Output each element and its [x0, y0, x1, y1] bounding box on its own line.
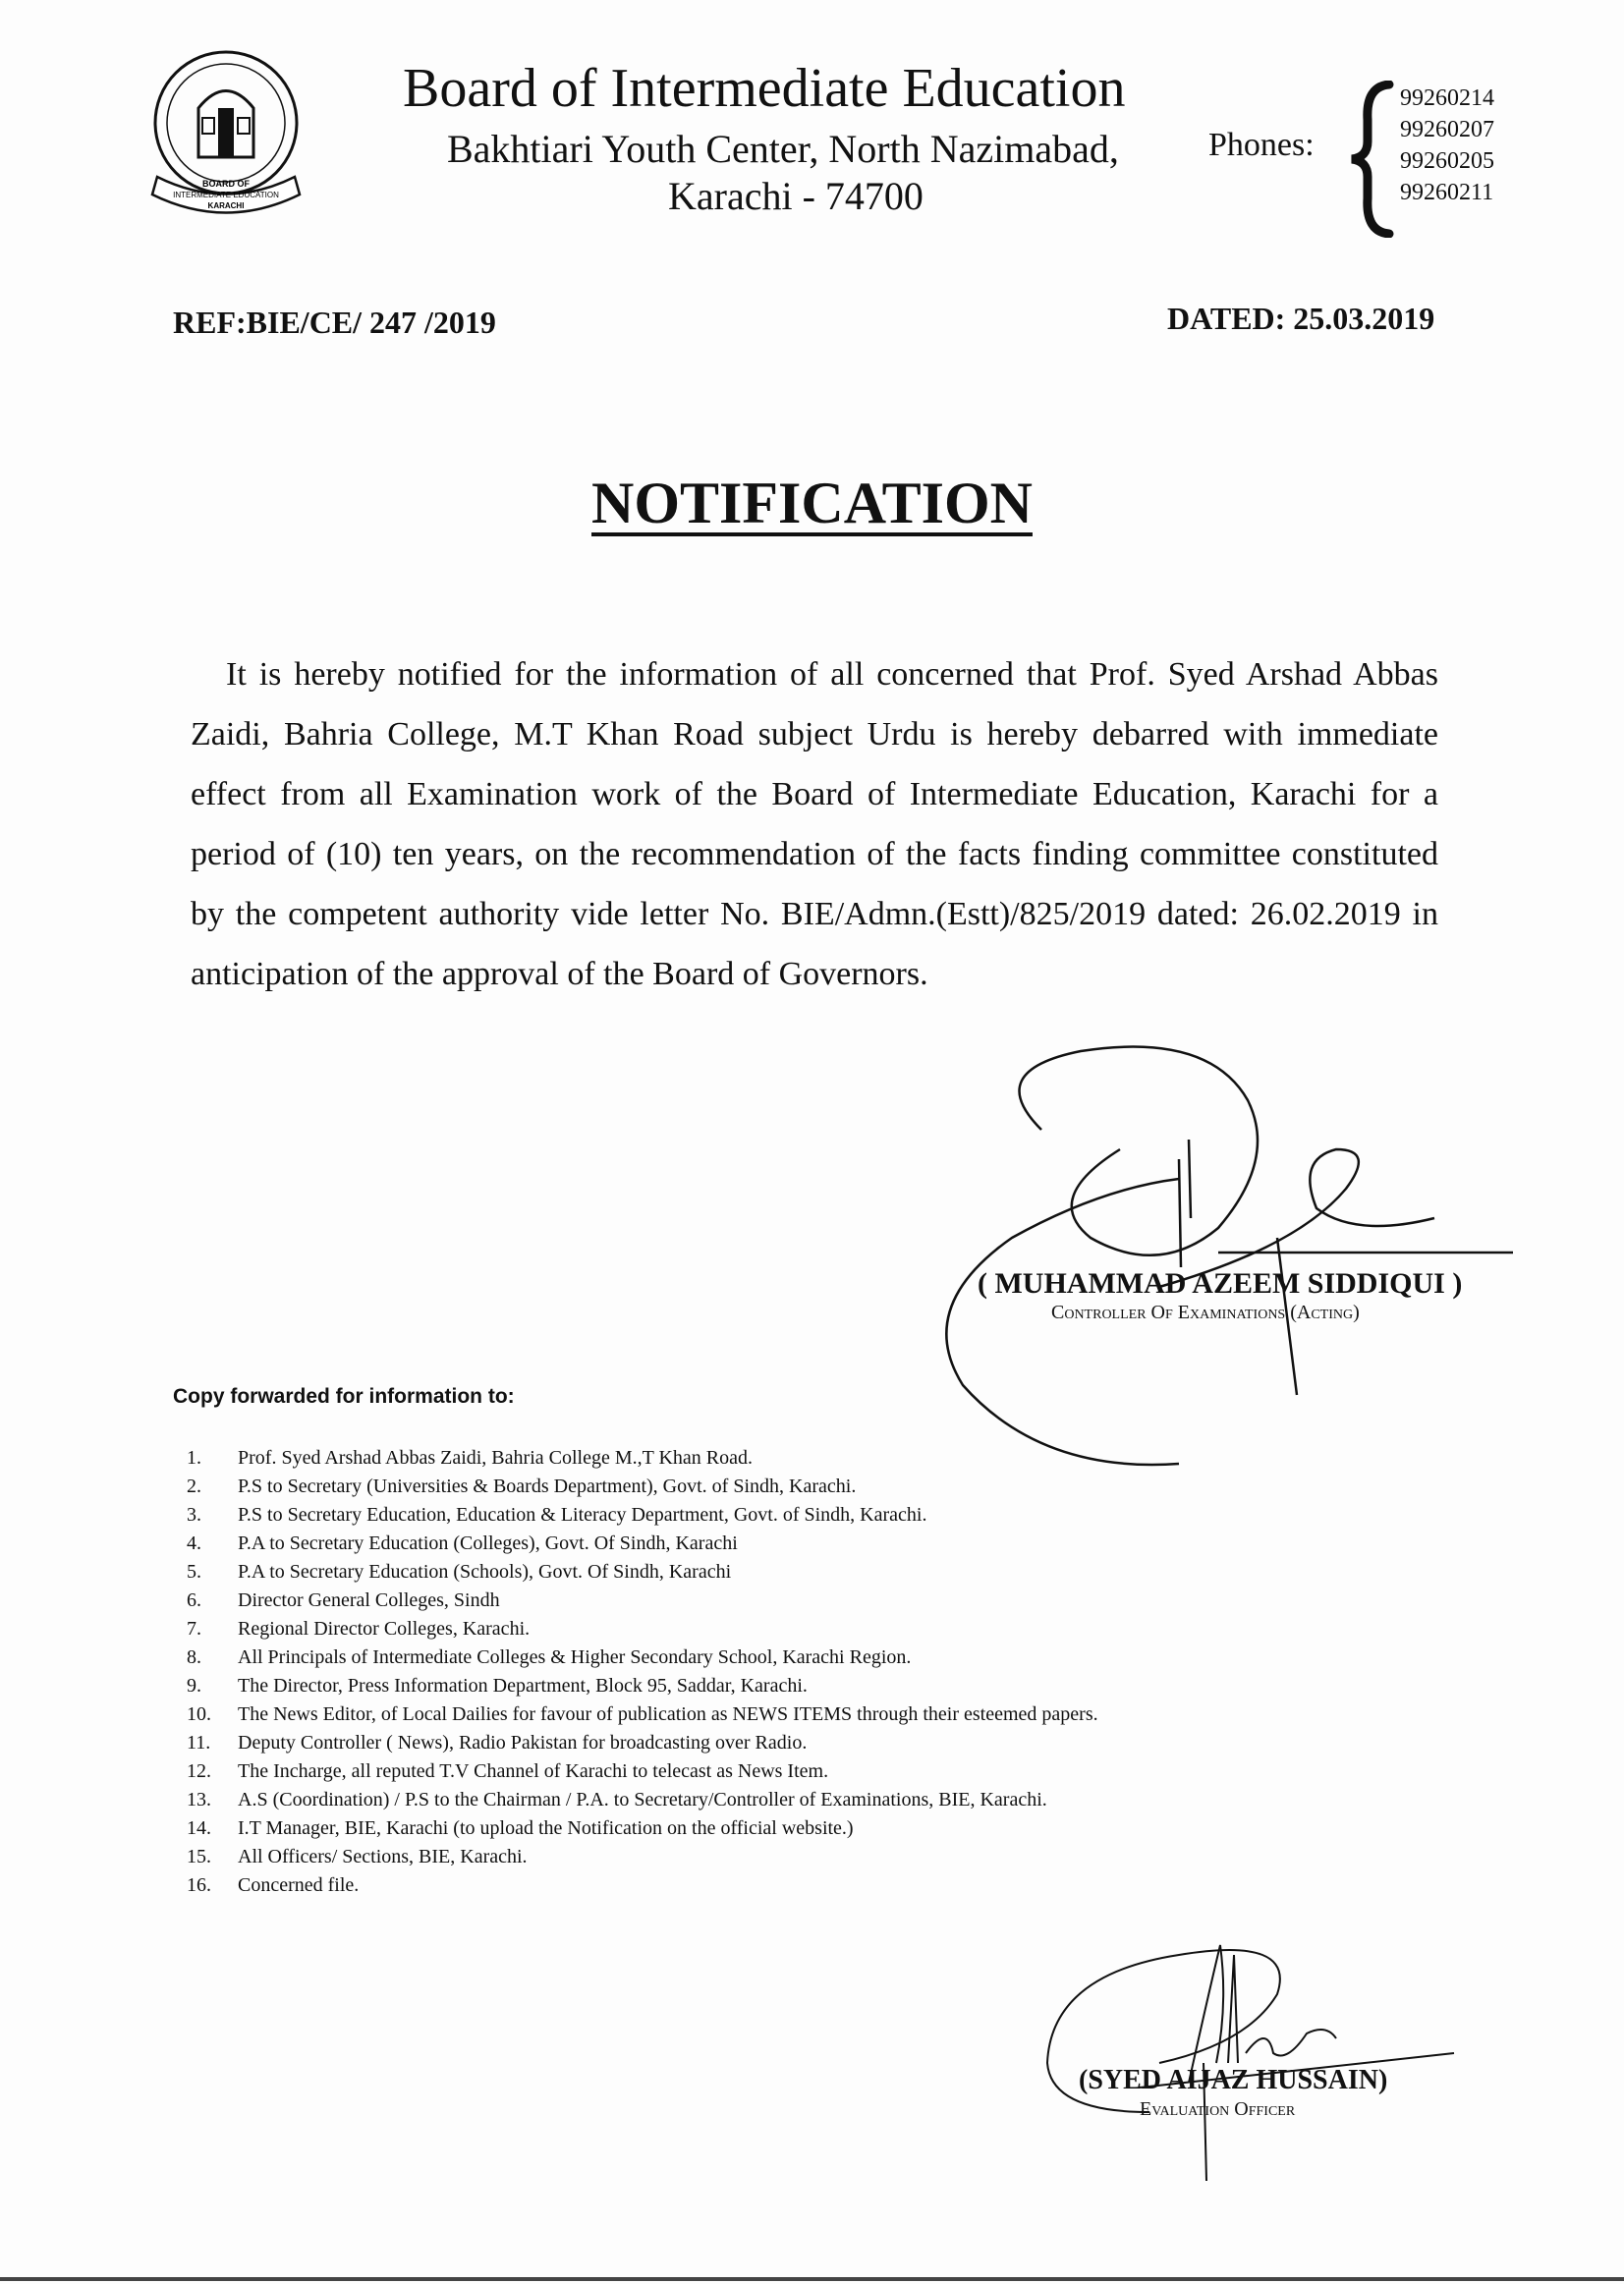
list-item-number: 2. — [187, 1476, 201, 1497]
brace-icon — [1346, 81, 1395, 238]
page-title-text: NOTIFICATION — [591, 471, 1033, 535]
signatory-2-title: Evaluation Officer — [1140, 2098, 1296, 2120]
list-item — [187, 1757, 1098, 1786]
list-item-text: Prof. Syed Arshad Abbas Zaidi, Bahria College M.,T Khan Road. — [238, 1447, 754, 1469]
phones-label: Phones: — [1208, 127, 1315, 163]
list-item-text: I.T Manager, BIE, Karachi (to upload the Notification on the official website.) — [238, 1817, 854, 1839]
list-item-number: 15. — [187, 1846, 211, 1867]
phone-number: 99260205 — [1400, 148, 1494, 174]
logo-text-top: BOARD OF — [202, 179, 250, 189]
list-item — [187, 1700, 1098, 1729]
list-item-text: The News Editor, of Local Dailies for favour of publication as NEWS ITEMS through their esteemed papers. — [238, 1703, 1098, 1725]
list-item-number: 7. — [187, 1618, 201, 1640]
list-item — [187, 1530, 1098, 1558]
list-item-number: 5. — [187, 1561, 201, 1583]
board-logo-seal — [138, 39, 314, 226]
signature-evaluation-officer — [1041, 1916, 1474, 2181]
list-item-number: 6. — [187, 1589, 201, 1611]
copy-forwarded-heading: Copy forwarded for information to: — [173, 1385, 515, 1408]
list-item-text: The Incharge, all reputed T.V Channel of Karachi to telecast as News Item. — [238, 1760, 829, 1782]
list-item — [187, 1729, 1098, 1757]
list-item-number: 13. — [187, 1789, 211, 1810]
list-item-number: 11. — [187, 1732, 211, 1754]
date: DATED: 25.03.2019 — [1167, 301, 1435, 336]
signatory-2-name: (SYED AIJAZ HUSSAIN) — [1079, 2065, 1388, 2095]
list-item-text: P.A to Secretary Education (Schools), Govt. Of Sindh, Karachi — [238, 1561, 732, 1583]
list-item-number: 3. — [187, 1504, 201, 1526]
signatory-1-name: ( MUHAMMAD AZEEM SIDDIQUI ) — [978, 1267, 1463, 1300]
list-item — [187, 1558, 1098, 1587]
logo-text-mid: INTERMEDIATE EDUCATION — [173, 191, 279, 199]
list-item-number: 12. — [187, 1760, 211, 1782]
list-item — [187, 1871, 1098, 1900]
reference-number: REF:BIE/CE/ 247 /2019 — [173, 305, 496, 340]
phone-number: 99260211 — [1400, 180, 1494, 205]
list-item — [187, 1786, 1098, 1814]
signature-controller — [924, 1041, 1533, 1474]
bottom-rule — [0, 2277, 1624, 2281]
signatory-1-title: Controller Of Examinations (Acting) — [1051, 1302, 1360, 1323]
phone-number: 99260214 — [1400, 85, 1494, 111]
list-item — [187, 1843, 1098, 1871]
list-item-text: P.S to Secretary (Universities & Boards Department), Govt. of Sindh, Karachi. — [238, 1476, 857, 1497]
list-item-text: P.S to Secretary Education, Education & Literacy Department, Govt. of Sindh, Karachi. — [238, 1504, 927, 1526]
copy-forwarded-list — [187, 1444, 1098, 1900]
phone-number: 99260207 — [1400, 117, 1494, 142]
address-line-2: Karachi - 74700 — [668, 174, 924, 218]
list-item-number: 9. — [187, 1675, 201, 1697]
list-item — [187, 1501, 1098, 1530]
list-item-text: A.S (Coordination) / P.S to the Chairman / P.A. to Secretary/Controller of Examinations, BIE, Karachi. — [238, 1789, 1047, 1810]
list-item-number: 1. — [187, 1447, 201, 1469]
page-title — [0, 470, 1624, 537]
list-item-text: P.A to Secretary Education (Colleges), Govt. Of Sindh, Karachi — [238, 1532, 738, 1554]
list-item — [187, 1615, 1098, 1643]
phone-list — [1400, 83, 1494, 208]
notification-body: It is hereby notified for the information of all concerned that Prof. Syed Arshad Abbas Zaidi, Bahria College, M.T Khan Road subject Urdu is hereby debarred with immediate effect from all Examination work of the Board of Intermediate Education, Karachi for a period of (10) ten years, on the recommendation of the facts finding committee constituted by the competent authority vide letter No. BIE/Admn.(Estt)/825/2019 dated: 26.02.2019 in anticipation of the approval of the Board of Governors. — [191, 656, 1438, 992]
list-item-number: 10. — [187, 1703, 211, 1725]
list-item-text: All Officers/ Sections, BIE, Karachi. — [238, 1846, 528, 1867]
list-item — [187, 1672, 1098, 1700]
logo-text-bottom: KARACHI — [207, 201, 245, 210]
list-item — [187, 1814, 1098, 1843]
address-line-1: Bakhtiari Youth Center, North Nazimabad, — [447, 127, 1119, 171]
list-item — [187, 1587, 1098, 1615]
list-item-number: 4. — [187, 1532, 201, 1554]
list-item-number: 16. — [187, 1874, 211, 1896]
list-item-number: 14. — [187, 1817, 211, 1839]
org-name: Board of Intermediate Education — [403, 58, 1126, 119]
list-item-text: Deputy Controller ( News), Radio Pakistan for broadcasting over Radio. — [238, 1732, 808, 1754]
list-item — [187, 1444, 1098, 1473]
list-item-text: Concerned file. — [238, 1874, 360, 1896]
list-item-text: Regional Director Colleges, Karachi. — [238, 1618, 531, 1640]
list-item — [187, 1473, 1098, 1501]
list-item-number: 8. — [187, 1646, 201, 1668]
list-item-text: The Director, Press Information Department, Block 95, Saddar, Karachi. — [238, 1675, 808, 1697]
list-item — [187, 1643, 1098, 1672]
list-item-text: All Principals of Intermediate Colleges & Higher Secondary School, Karachi Region. — [238, 1646, 912, 1668]
list-item-text: Director General Colleges, Sindh — [238, 1589, 500, 1611]
